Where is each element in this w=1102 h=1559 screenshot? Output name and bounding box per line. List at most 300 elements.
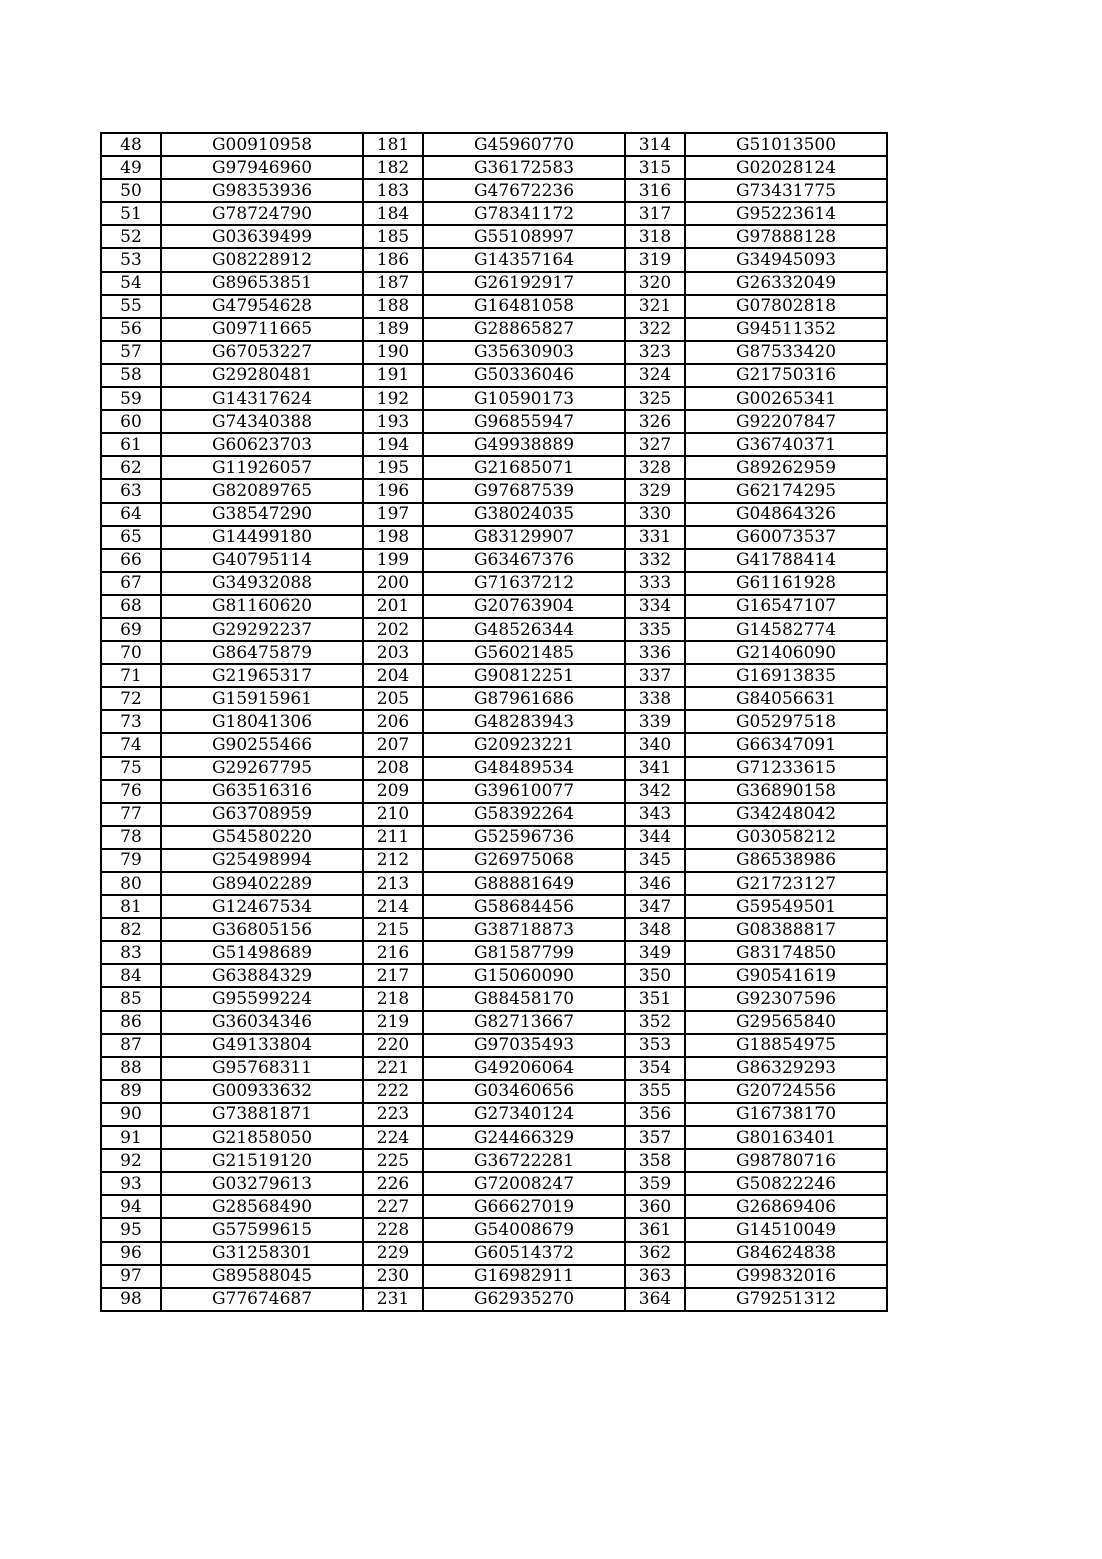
id-code-cell: G72008247 xyxy=(423,1172,625,1195)
id-code-cell: G96855947 xyxy=(423,410,625,433)
row-number-cell: 342 xyxy=(625,780,685,803)
id-code-cell: G08228912 xyxy=(161,248,363,271)
row-number-cell: 196 xyxy=(363,479,423,502)
table-row xyxy=(101,803,887,826)
table-row xyxy=(101,687,887,710)
id-code-cell: G16738170 xyxy=(685,1103,887,1126)
row-number-cell: 345 xyxy=(625,849,685,872)
id-code-cell: G40795114 xyxy=(161,549,363,572)
row-number-cell: 216 xyxy=(363,941,423,964)
row-number-cell: 65 xyxy=(101,526,161,549)
id-code-cell: G92207847 xyxy=(685,410,887,433)
id-code-cell: G16547107 xyxy=(685,595,887,618)
row-number-cell: 97 xyxy=(101,1265,161,1288)
id-code-cell: G27340124 xyxy=(423,1103,625,1126)
table-row xyxy=(101,318,887,341)
id-code-cell: G86475879 xyxy=(161,641,363,664)
table-row xyxy=(101,664,887,687)
table-row xyxy=(101,295,887,318)
row-number-cell: 217 xyxy=(363,964,423,987)
id-code-cell: G20923221 xyxy=(423,733,625,756)
id-code-cell: G02028124 xyxy=(685,156,887,179)
table-row xyxy=(101,1149,887,1172)
row-number-cell: 85 xyxy=(101,987,161,1010)
table-row xyxy=(101,1057,887,1080)
id-code-cell: G79251312 xyxy=(685,1288,887,1311)
row-number-cell: 195 xyxy=(363,456,423,479)
id-code-cell: G07802818 xyxy=(685,295,887,318)
table-row xyxy=(101,710,887,733)
id-code-cell: G47954628 xyxy=(161,295,363,318)
row-number-cell: 189 xyxy=(363,318,423,341)
id-code-cell: G36722281 xyxy=(423,1149,625,1172)
row-number-cell: 208 xyxy=(363,757,423,780)
id-code-cell: G50336046 xyxy=(423,364,625,387)
row-number-cell: 203 xyxy=(363,641,423,664)
id-code-cell: G86538986 xyxy=(685,849,887,872)
id-code-cell: G54008679 xyxy=(423,1218,625,1241)
id-code-cell: G81160620 xyxy=(161,595,363,618)
row-number-cell: 205 xyxy=(363,687,423,710)
table-row xyxy=(101,1126,887,1149)
id-code-cell: G73431775 xyxy=(685,179,887,202)
id-code-cell: G09711665 xyxy=(161,318,363,341)
row-number-cell: 331 xyxy=(625,526,685,549)
row-number-cell: 352 xyxy=(625,1011,685,1034)
row-number-cell: 192 xyxy=(363,387,423,410)
row-number-cell: 56 xyxy=(101,318,161,341)
row-number-cell: 71 xyxy=(101,664,161,687)
id-code-cell: G34248042 xyxy=(685,803,887,826)
id-code-cell: G78341172 xyxy=(423,202,625,225)
id-code-cell: G28568490 xyxy=(161,1195,363,1218)
row-number-cell: 209 xyxy=(363,780,423,803)
row-number-cell: 95 xyxy=(101,1218,161,1241)
table-row xyxy=(101,918,887,941)
id-code-cell: G80163401 xyxy=(685,1126,887,1149)
id-code-cell: G73881871 xyxy=(161,1103,363,1126)
id-code-cell: G26332049 xyxy=(685,272,887,295)
row-number-cell: 185 xyxy=(363,225,423,248)
row-number-cell: 359 xyxy=(625,1172,685,1195)
row-number-cell: 344 xyxy=(625,826,685,849)
id-code-cell: G63884329 xyxy=(161,964,363,987)
table-row xyxy=(101,456,887,479)
id-code-cell: G99832016 xyxy=(685,1265,887,1288)
row-number-cell: 335 xyxy=(625,618,685,641)
table-row xyxy=(101,202,887,225)
id-code-cell: G14499180 xyxy=(161,526,363,549)
row-number-cell: 51 xyxy=(101,202,161,225)
id-code-cell: G14357164 xyxy=(423,248,625,271)
row-number-cell: 214 xyxy=(363,895,423,918)
row-number-cell: 66 xyxy=(101,549,161,572)
row-number-cell: 213 xyxy=(363,872,423,895)
id-code-cell: G00910958 xyxy=(161,133,363,156)
row-number-cell: 92 xyxy=(101,1149,161,1172)
row-number-cell: 356 xyxy=(625,1103,685,1126)
id-code-cell: G67053227 xyxy=(161,341,363,364)
id-code-cell: G18041306 xyxy=(161,710,363,733)
id-code-cell: G60073537 xyxy=(685,526,887,549)
table-row xyxy=(101,849,887,872)
id-code-cell: G20763904 xyxy=(423,595,625,618)
row-number-cell: 221 xyxy=(363,1057,423,1080)
id-code-cell: G48489534 xyxy=(423,757,625,780)
id-code-cell: G21965317 xyxy=(161,664,363,687)
row-number-cell: 89 xyxy=(101,1080,161,1103)
row-number-cell: 82 xyxy=(101,918,161,941)
table-row xyxy=(101,595,887,618)
table-row xyxy=(101,826,887,849)
row-number-cell: 361 xyxy=(625,1218,685,1241)
table-row xyxy=(101,641,887,664)
id-code-cell: G86329293 xyxy=(685,1057,887,1080)
table-row xyxy=(101,526,887,549)
row-number-cell: 323 xyxy=(625,341,685,364)
row-number-cell: 81 xyxy=(101,895,161,918)
row-number-cell: 341 xyxy=(625,757,685,780)
id-code-cell: G95599224 xyxy=(161,987,363,1010)
row-number-cell: 340 xyxy=(625,733,685,756)
id-code-cell: G59549501 xyxy=(685,895,887,918)
row-number-cell: 53 xyxy=(101,248,161,271)
id-code-cell: G26192917 xyxy=(423,272,625,295)
id-code-cell: G11926057 xyxy=(161,456,363,479)
id-code-cell: G05297518 xyxy=(685,710,887,733)
id-code-cell: G08388817 xyxy=(685,918,887,941)
row-number-cell: 201 xyxy=(363,595,423,618)
id-code-cell: G63467376 xyxy=(423,549,625,572)
id-code-cell: G04864326 xyxy=(685,503,887,526)
row-number-cell: 83 xyxy=(101,941,161,964)
id-code-cell: G58684456 xyxy=(423,895,625,918)
id-code-cell: G95768311 xyxy=(161,1057,363,1080)
row-number-cell: 224 xyxy=(363,1126,423,1149)
row-number-cell: 347 xyxy=(625,895,685,918)
id-code-cell: G29565840 xyxy=(685,1011,887,1034)
id-code-cell: G24466329 xyxy=(423,1126,625,1149)
row-number-cell: 198 xyxy=(363,526,423,549)
row-number-cell: 187 xyxy=(363,272,423,295)
id-code-cell: G63708959 xyxy=(161,803,363,826)
id-code-cell: G87533420 xyxy=(685,341,887,364)
id-code-cell: G48526344 xyxy=(423,618,625,641)
row-number-cell: 326 xyxy=(625,410,685,433)
row-number-cell: 194 xyxy=(363,433,423,456)
row-number-cell: 52 xyxy=(101,225,161,248)
id-code-cell: G36034346 xyxy=(161,1011,363,1034)
row-number-cell: 358 xyxy=(625,1149,685,1172)
id-code-cell: G66627019 xyxy=(423,1195,625,1218)
row-number-cell: 91 xyxy=(101,1126,161,1149)
table-row xyxy=(101,549,887,572)
id-code-cell: G63516316 xyxy=(161,780,363,803)
row-number-cell: 343 xyxy=(625,803,685,826)
id-code-cell: G88881649 xyxy=(423,872,625,895)
id-code-cell: G88458170 xyxy=(423,987,625,1010)
table-row xyxy=(101,410,887,433)
row-number-cell: 314 xyxy=(625,133,685,156)
row-number-cell: 321 xyxy=(625,295,685,318)
id-code-cell: G28865827 xyxy=(423,318,625,341)
row-number-cell: 228 xyxy=(363,1218,423,1241)
id-code-cell: G15060090 xyxy=(423,964,625,987)
id-code-cell: G83129907 xyxy=(423,526,625,549)
row-number-cell: 319 xyxy=(625,248,685,271)
row-number-cell: 182 xyxy=(363,156,423,179)
id-code-cell: G38024035 xyxy=(423,503,625,526)
row-number-cell: 325 xyxy=(625,387,685,410)
id-code-cell: G60623703 xyxy=(161,433,363,456)
table-row xyxy=(101,757,887,780)
id-code-cell: G97946960 xyxy=(161,156,363,179)
table-row xyxy=(101,364,887,387)
row-number-cell: 188 xyxy=(363,295,423,318)
table-row xyxy=(101,433,887,456)
id-code-cell: G92307596 xyxy=(685,987,887,1010)
table-row xyxy=(101,1242,887,1265)
row-number-cell: 328 xyxy=(625,456,685,479)
id-code-cell: G38547290 xyxy=(161,503,363,526)
id-code-cell: G18854975 xyxy=(685,1034,887,1057)
id-code-cell: G49133804 xyxy=(161,1034,363,1057)
row-number-cell: 350 xyxy=(625,964,685,987)
id-code-cell: G29280481 xyxy=(161,364,363,387)
row-number-cell: 87 xyxy=(101,1034,161,1057)
id-code-cell: G62174295 xyxy=(685,479,887,502)
row-number-cell: 54 xyxy=(101,272,161,295)
id-code-cell: G97035493 xyxy=(423,1034,625,1057)
id-code-cell: G61161928 xyxy=(685,572,887,595)
id-code-cell: G31258301 xyxy=(161,1242,363,1265)
row-number-cell: 351 xyxy=(625,987,685,1010)
id-code-cell: G95223614 xyxy=(685,202,887,225)
id-code-cell: G29267795 xyxy=(161,757,363,780)
row-number-cell: 320 xyxy=(625,272,685,295)
row-number-cell: 229 xyxy=(363,1242,423,1265)
id-code-cell: G26975068 xyxy=(423,849,625,872)
row-number-cell: 210 xyxy=(363,803,423,826)
id-code-cell: G41788414 xyxy=(685,549,887,572)
id-code-cell: G14317624 xyxy=(161,387,363,410)
id-code-cell: G45960770 xyxy=(423,133,625,156)
table-row xyxy=(101,618,887,641)
row-number-cell: 94 xyxy=(101,1195,161,1218)
id-code-cell: G34932088 xyxy=(161,572,363,595)
row-number-cell: 355 xyxy=(625,1080,685,1103)
row-number-cell: 332 xyxy=(625,549,685,572)
id-code-cell: G21685071 xyxy=(423,456,625,479)
id-code-cell: G21750316 xyxy=(685,364,887,387)
row-number-cell: 193 xyxy=(363,410,423,433)
row-number-cell: 207 xyxy=(363,733,423,756)
row-number-cell: 79 xyxy=(101,849,161,872)
row-number-cell: 222 xyxy=(363,1080,423,1103)
table-row xyxy=(101,179,887,202)
table-row xyxy=(101,225,887,248)
row-number-cell: 48 xyxy=(101,133,161,156)
row-number-cell: 191 xyxy=(363,364,423,387)
row-number-cell: 197 xyxy=(363,503,423,526)
row-number-cell: 184 xyxy=(363,202,423,225)
id-code-cell: G78724790 xyxy=(161,202,363,225)
id-code-cell: G50822246 xyxy=(685,1172,887,1195)
id-code-cell: G47672236 xyxy=(423,179,625,202)
id-code-cell: G87961686 xyxy=(423,687,625,710)
id-code-cell: G25498994 xyxy=(161,849,363,872)
id-number-table xyxy=(100,132,888,1312)
id-code-cell: G21406090 xyxy=(685,641,887,664)
table-row xyxy=(101,1288,887,1311)
id-code-cell: G83174850 xyxy=(685,941,887,964)
row-number-cell: 212 xyxy=(363,849,423,872)
table-row xyxy=(101,479,887,502)
id-code-cell: G00933632 xyxy=(161,1080,363,1103)
row-number-cell: 360 xyxy=(625,1195,685,1218)
table-row xyxy=(101,780,887,803)
id-code-cell: G84624838 xyxy=(685,1242,887,1265)
row-number-cell: 364 xyxy=(625,1288,685,1311)
row-number-cell: 211 xyxy=(363,826,423,849)
id-code-cell: G49938889 xyxy=(423,433,625,456)
row-number-cell: 357 xyxy=(625,1126,685,1149)
row-number-cell: 206 xyxy=(363,710,423,733)
id-code-cell: G89588045 xyxy=(161,1265,363,1288)
id-code-cell: G51013500 xyxy=(685,133,887,156)
table-row xyxy=(101,987,887,1010)
row-number-cell: 227 xyxy=(363,1195,423,1218)
id-code-cell: G16481058 xyxy=(423,295,625,318)
row-number-cell: 315 xyxy=(625,156,685,179)
id-code-cell: G21723127 xyxy=(685,872,887,895)
row-number-cell: 78 xyxy=(101,826,161,849)
id-code-cell: G00265341 xyxy=(685,387,887,410)
id-code-cell: G94511352 xyxy=(685,318,887,341)
id-code-cell: G51498689 xyxy=(161,941,363,964)
id-code-cell: G55108997 xyxy=(423,225,625,248)
id-code-cell: G66347091 xyxy=(685,733,887,756)
id-code-cell: G82089765 xyxy=(161,479,363,502)
row-number-cell: 336 xyxy=(625,641,685,664)
row-number-cell: 199 xyxy=(363,549,423,572)
row-number-cell: 327 xyxy=(625,433,685,456)
row-number-cell: 49 xyxy=(101,156,161,179)
row-number-cell: 70 xyxy=(101,641,161,664)
row-number-cell: 88 xyxy=(101,1057,161,1080)
id-code-cell: G84056631 xyxy=(685,687,887,710)
id-code-cell: G03639499 xyxy=(161,225,363,248)
row-number-cell: 318 xyxy=(625,225,685,248)
id-code-cell: G90541619 xyxy=(685,964,887,987)
id-code-cell: G12467534 xyxy=(161,895,363,918)
id-code-cell: G21519120 xyxy=(161,1149,363,1172)
row-number-cell: 220 xyxy=(363,1034,423,1057)
row-number-cell: 63 xyxy=(101,479,161,502)
table-row xyxy=(101,1195,887,1218)
id-code-cell: G21858050 xyxy=(161,1126,363,1149)
row-number-cell: 55 xyxy=(101,295,161,318)
id-code-cell: G74340388 xyxy=(161,410,363,433)
id-code-cell: G14582774 xyxy=(685,618,887,641)
row-number-cell: 73 xyxy=(101,710,161,733)
id-code-cell: G89262959 xyxy=(685,456,887,479)
id-code-cell: G29292237 xyxy=(161,618,363,641)
row-number-cell: 61 xyxy=(101,433,161,456)
table-row xyxy=(101,895,887,918)
id-code-cell: G77674687 xyxy=(161,1288,363,1311)
id-code-cell: G62935270 xyxy=(423,1288,625,1311)
row-number-cell: 69 xyxy=(101,618,161,641)
row-number-cell: 96 xyxy=(101,1242,161,1265)
table-row xyxy=(101,133,887,156)
table-row xyxy=(101,1034,887,1057)
id-code-cell: G56021485 xyxy=(423,641,625,664)
row-number-cell: 75 xyxy=(101,757,161,780)
row-number-cell: 230 xyxy=(363,1265,423,1288)
row-number-cell: 219 xyxy=(363,1011,423,1034)
row-number-cell: 98 xyxy=(101,1288,161,1311)
id-code-cell: G89653851 xyxy=(161,272,363,295)
row-number-cell: 346 xyxy=(625,872,685,895)
id-code-cell: G34945093 xyxy=(685,248,887,271)
row-number-cell: 183 xyxy=(363,179,423,202)
row-number-cell: 60 xyxy=(101,410,161,433)
row-number-cell: 68 xyxy=(101,595,161,618)
row-number-cell: 93 xyxy=(101,1172,161,1195)
row-number-cell: 186 xyxy=(363,248,423,271)
id-code-cell: G57599615 xyxy=(161,1218,363,1241)
table-row xyxy=(101,341,887,364)
table-row xyxy=(101,1172,887,1195)
row-number-cell: 337 xyxy=(625,664,685,687)
row-number-cell: 354 xyxy=(625,1057,685,1080)
id-code-cell: G98353936 xyxy=(161,179,363,202)
table-row xyxy=(101,941,887,964)
id-code-cell: G89402289 xyxy=(161,872,363,895)
row-number-cell: 74 xyxy=(101,733,161,756)
id-code-cell: G52596736 xyxy=(423,826,625,849)
id-code-cell: G36805156 xyxy=(161,918,363,941)
id-code-cell: G35630903 xyxy=(423,341,625,364)
row-number-cell: 202 xyxy=(363,618,423,641)
row-number-cell: 86 xyxy=(101,1011,161,1034)
row-number-cell: 59 xyxy=(101,387,161,410)
row-number-cell: 72 xyxy=(101,687,161,710)
table-row xyxy=(101,387,887,410)
table-row xyxy=(101,1080,887,1103)
id-code-cell: G38718873 xyxy=(423,918,625,941)
row-number-cell: 333 xyxy=(625,572,685,595)
id-code-cell: G03058212 xyxy=(685,826,887,849)
table-row xyxy=(101,733,887,756)
row-number-cell: 338 xyxy=(625,687,685,710)
table-row xyxy=(101,503,887,526)
table-row xyxy=(101,1218,887,1241)
row-number-cell: 231 xyxy=(363,1288,423,1311)
id-code-cell: G36890158 xyxy=(685,780,887,803)
table-row xyxy=(101,248,887,271)
table-body xyxy=(101,133,887,1311)
row-number-cell: 223 xyxy=(363,1103,423,1126)
id-code-cell: G14510049 xyxy=(685,1218,887,1241)
id-code-cell: G82713667 xyxy=(423,1011,625,1034)
row-number-cell: 80 xyxy=(101,872,161,895)
id-code-cell: G48283943 xyxy=(423,710,625,733)
id-code-cell: G71233615 xyxy=(685,757,887,780)
id-code-cell: G49206064 xyxy=(423,1057,625,1080)
id-code-cell: G10590173 xyxy=(423,387,625,410)
